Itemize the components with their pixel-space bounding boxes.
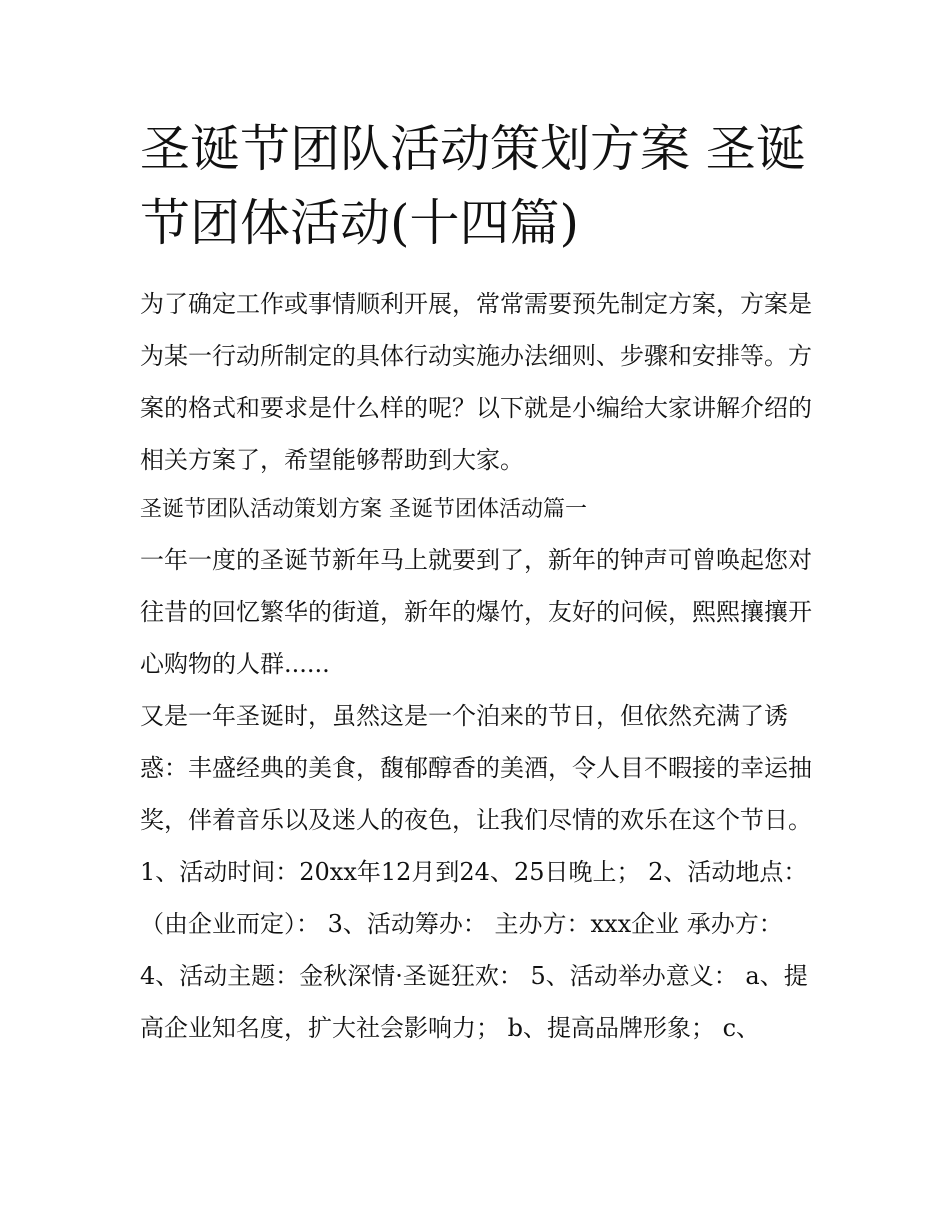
section-heading: 圣诞节团队活动策划方案 圣诞节团体活动篇一 — [140, 497, 587, 522]
document-title: 圣诞节团队活动策划方案 圣诞节团体活动(十四篇) — [140, 120, 806, 252]
section-paragraph-3: 1、活动时间：20xx年12月到24、25日晚上； 2、活动地点：（由企业而定）： 3、活动筹办： 主办方：xxx企业 承办方：4、活动主题：金秋深情·圣诞狂欢： 5、活动举办意义： a、提高企业知名度，扩大社会影响力； b、提高品牌形象； c、 — [140, 858, 808, 1042]
intro-paragraph: 为了确定工作或事情顺利开展，常常需要预先制定方案，方案是为某一行动所制定的具体行动实施办法细则、步骤和安排等。方案的格式和要求是什么样的呢？以下就是小编给大家讲解介绍的相关方案了，希望能够帮助到大家。 — [140, 290, 812, 474]
section-paragraph-1: 一年一度的圣诞节新年马上就要到了，新年的钟声可曾唤起您对往昔的回忆繁华的街道，新年的爆竹，友好的问候，熙熙攘攘开心购物的人群...... — [140, 546, 812, 678]
title-spacer — [140, 260, 814, 278]
document-body — [140, 112, 814, 1054]
section-paragraph-2: 又是一年圣诞时，虽然这是一个泊来的节日，但依然充满了诱惑：丰盛经典的美食，馥郁醇香的美酒，令人目不暇接的幸运抽奖，伴着音乐以及迷人的夜色，让我们尽情的欢乐在这个节日。 — [140, 702, 812, 834]
